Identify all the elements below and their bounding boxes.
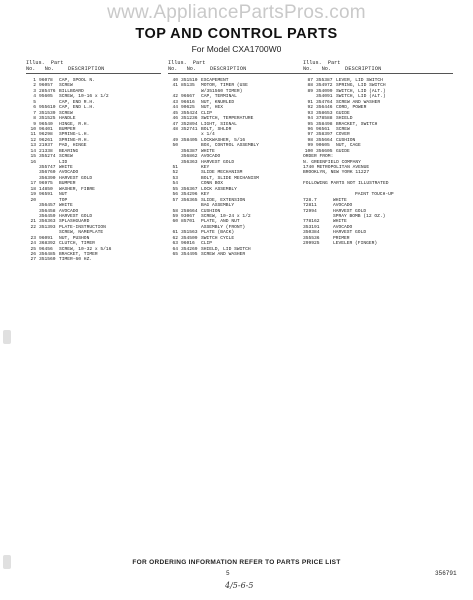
part-number: 356446 [316,105,333,111]
part-description: WHITE [333,197,347,203]
part-number: 356387 [181,148,198,154]
part-description: BAG ASSEMBLY [201,203,235,209]
part-description: BEARING [59,148,79,154]
illus-number: 5 [33,99,36,105]
part-number: 358405 [181,137,198,143]
header-no: No. No. [26,66,55,72]
part-number: 355747 [39,165,56,170]
part-description: GUIDE [336,110,350,116]
part-description: PLATE (BACK) [201,230,235,236]
column-header [168,60,304,78]
illus-number: 3 [33,88,36,94]
part-number: 354091 [316,94,333,100]
part-number: 96091 [39,235,53,241]
part-description: HARVEST GOLD [201,159,235,165]
part-description: CORD, POWER [336,105,367,111]
part-description: WHITE [333,219,347,225]
part-description: CAP, END L.H. [59,105,95,111]
part-description: TIMER-60 HZ. [59,257,93,263]
header-rule [168,73,304,74]
part-description: CAP, SPOOL N. [59,78,95,83]
illus-number: 93 [307,110,313,116]
part-number: 90605 [316,143,330,149]
illus-number: 89 [307,88,313,94]
part-number: 96401 [39,126,53,132]
illus-number: 94 [307,116,313,122]
illus-number: 45 [172,110,178,116]
illus-number: 44 [172,105,178,111]
document-number: 356791 [435,570,457,577]
illus-number: 59 [172,213,178,219]
part-description: HARVEST GOLD [59,175,93,181]
part-number: 21937 [39,143,53,149]
illus-number: 88 [307,83,313,89]
part-number: 356458 [39,208,56,214]
part-description: SPRING, LID SWITCH [336,83,386,89]
part-description: SCREW [336,126,350,132]
parts-column-2 [168,60,304,257]
illus-number: 10 [30,126,36,132]
parts-column-1 [26,60,161,263]
part-number: 728.7 [303,197,317,203]
part-description: CAP, END R.H. [59,99,95,105]
part-number: 96261 [39,137,53,143]
illus-number: 20 [30,197,36,203]
illus-number: 2 [33,83,36,89]
header-no: No. No. [303,66,332,72]
part-number: 355664 [316,137,333,143]
illus-number: 1 [33,78,36,83]
part-description: AVOCADO [333,224,353,230]
part-description: SPRING-R.H. [59,137,90,143]
illus-number: 42 [172,94,178,100]
part-number: 96667 [181,94,195,100]
part-description: LOCKWASHER, 5/16 [201,137,246,143]
header-illus: Illus. Part [303,60,341,66]
part-description: SPLASHGUARD [59,219,90,225]
illus-number: 98 [307,137,313,143]
binder-hole-mark [3,330,11,344]
part-description: LOCK ASSEMBLY [201,186,237,192]
illus-number: 47 [172,121,178,127]
illus-number: 51 [172,165,178,170]
part-number: 356367 [181,186,198,192]
part-description: NUT, PUSHON [59,235,90,241]
illus-number: 63 [172,241,178,247]
page-title: TOP AND CONTROL PARTS [135,26,338,42]
part-number: 285476 [39,88,56,94]
part-number: 96616 [181,99,195,105]
part-number: 356760 [39,170,56,176]
part-description: HARVEST GOLD [333,230,367,236]
part-number: 72994 [303,208,317,214]
part-row [303,241,453,246]
illus-number: 100 [304,148,313,154]
order-info-line: ORDER FROM: [303,154,334,160]
part-number: 85135 [181,83,195,89]
part-description: LEVER, LID SWITCH [336,78,383,83]
header-illus: Illus. Part [168,60,206,66]
illus-number: 43 [172,99,178,105]
part-description: HANDLE [59,116,76,122]
illus-number: 41 [172,83,178,89]
part-description: PRIMER [333,235,350,241]
illus-number: 95 [307,121,313,127]
parts-list [168,78,304,257]
column-header [303,60,453,78]
part-description: BRACKET, TIMER [59,252,98,257]
part-description: BILLBOARD [59,88,84,94]
part-number: 21338 [39,148,53,154]
part-description: SCREW [59,154,73,160]
illus-number: 64 [172,246,178,252]
part-description: KEY [201,192,210,198]
illus-number: 25 [30,246,36,252]
part-description: NUT, CAGE [336,143,361,149]
part-number: 96975 [39,181,53,187]
header-description: DESCRIPTION [210,66,247,72]
order-info-line: 1740 METROPOLITAN AVENUE [303,165,370,170]
part-number: 96057 [39,83,53,89]
part-number: 96078 [39,78,53,83]
illus-number: 55 [172,186,178,192]
part-number: 96540 [39,121,53,127]
handwritten-note: 4/5-6-5 [225,581,254,590]
ordering-footer: FOR ORDERING INFORMATION REFER TO PARTS PRICE LIST [132,559,341,566]
part-number: 352741 [181,126,198,132]
illus-number: 87 [307,78,313,83]
illus-number: 52 [172,170,178,176]
part-description: BRACKET, SWITCH [336,121,378,127]
part-description: CLUTCH, TIMER [59,241,95,247]
part-description: GUIDE [336,148,350,154]
illus-number: 58 [172,208,178,214]
part-description: LIGHT, SIGNAL [201,121,237,127]
part-number: 355424 [181,110,198,116]
part-number: 258664 [181,208,198,214]
illus-number: 92 [307,105,313,111]
part-number: 96591 [39,192,53,198]
part-number: 356457 [39,203,56,209]
header-no: No. No. [168,66,197,72]
illus-number: 50 [172,143,178,149]
part-description: W/351560 TIMER) [201,88,243,94]
part-number: 90625 [181,105,195,111]
order-info-line: PAINT TOUCH-UP [355,192,394,198]
part-description: SLIDE MECHANISM [201,170,243,176]
part-number: 356363 [181,159,198,165]
part-number: 356363 [39,219,56,225]
part-description: NUT, HEX [201,105,224,111]
part-number: 355387 [316,78,333,83]
part-number: 352894 [181,121,198,127]
part-description: SCREW, 10-32 x 5/16 [59,246,112,252]
parts-list [26,78,161,263]
part-description: SPRAY BOMB (12 OZ.) [333,213,386,219]
part-description: AVOCADO [59,170,79,176]
part-description: MOTOR, TIMER (USE [201,83,248,89]
part-description: COVER [336,132,350,138]
illus-number: 53 [172,175,178,181]
illus-number: 65 [172,252,178,257]
order-info-line: FOLLOWING PARTS NOT ILLUSTRATED [303,181,389,187]
part-description: WHITE [201,148,215,154]
part-description: SWITCH, LID (ALT.) [336,94,386,100]
part-number: 356605 [316,148,333,154]
illus-number: 6 [33,105,36,111]
part-description: WHITE [59,203,73,209]
part-number: 355274 [39,154,56,160]
part-description: SPRING-L.H. [59,132,90,138]
part-description: SCREW, 10-24 x 1/2 [201,213,251,219]
part-description: ESCAPEMENT [201,78,229,83]
illus-number: 49 [172,137,178,143]
part-number: 354972 [316,83,333,89]
part-description: PLATE, AND NUT [201,219,240,225]
illus-number: 62 [172,235,178,241]
part-description: NUT, KNURLED [201,99,235,105]
part-row [303,149,453,154]
part-description: BOX, CONTROL ASSEMBLY [201,143,259,149]
header-rule [303,73,453,74]
part-description: SCREW AND WASHER [201,252,246,257]
part-description: SLIDE, EXTENSION [201,197,246,203]
illus-number: 23 [30,235,36,241]
part-description: BUMPER [59,126,76,132]
part-number: 351560 [39,257,56,263]
part-description: LEVELER (FINGER) [333,241,378,247]
part-description: CONN BOX [201,181,224,187]
parts-list [303,78,453,154]
part-description: ASSEMBLY (FRONT) [201,224,246,230]
part-row [26,257,161,262]
part-number: 351525 [39,116,56,122]
part-number: 93067 [181,213,195,219]
header-description: DESCRIPTION [345,66,382,72]
header-illus: Illus. Part [26,60,64,66]
part-description: SHIELD [336,116,353,122]
part-description: HARVEST GOLD [333,208,367,214]
part-number: 358397 [316,132,333,138]
part-number: 354764 [316,99,333,105]
illus-number: 22 [30,224,36,230]
part-description: LID [59,159,68,165]
illus-number: 48 [172,126,178,132]
column-header [26,60,161,78]
part-description: BOLT, SHLDR [201,126,232,132]
illus-number: 12 [30,137,36,143]
illus-number: 16 [30,159,36,165]
part-description: AVOCADO [333,203,353,209]
part-description: CUSHION [336,137,356,143]
part-number: 356459 [39,213,56,219]
model-subtitle: For Model CXA1700W0 [191,44,282,54]
part-description: CLIP [201,110,213,116]
part-number: 356862 [181,154,198,160]
illus-number: 9 [33,121,36,127]
illus-number: 91 [307,99,313,105]
order-info-line: N. GREENFIELD COMPANY [303,159,361,165]
part-description: SCREW [59,110,73,116]
illus-number: 97 [307,132,313,138]
part-number: 778162 [303,219,320,225]
part-description: SCREW [59,83,73,89]
illus-number: 15 [30,154,36,160]
part-number: 351563 [181,230,198,236]
part-number: 351236 [181,116,198,122]
order-info [303,154,453,198]
part-description: SHIELD, LID SWITCH [201,246,251,252]
part-number: 358498 [316,121,333,127]
part-number: 96298 [39,132,53,138]
header-description: DESCRIPTION [68,66,105,72]
illus-number: 14 [30,148,36,154]
part-number: 378588 [316,116,333,122]
part-description: PLATE-INSTRUCTION [59,224,106,230]
part-number: 358653 [316,110,333,116]
part-description: SCREW, NAMEPLATE [59,230,104,236]
illus-number: 24 [30,241,36,247]
part-description: CUSHION [201,208,221,214]
part-description: WASHER, FIBRE [59,186,95,192]
part-number: 356390 [39,175,56,181]
part-number: 96561 [316,126,330,132]
illus-number: 4 [33,94,36,100]
illus-number: 57 [172,197,178,203]
part-description: CLIP [201,241,213,247]
part-description: AVOCADO [59,208,79,214]
part-number: 354495 [181,252,198,257]
part-number: 96016 [181,241,195,247]
illus-number: 18 [30,186,36,192]
part-number: 351510 [181,78,198,83]
illus-number: 99 [307,143,313,149]
illus-number: 60 [172,219,178,225]
part-number: 356485 [39,252,56,257]
part-description: KEY [201,165,210,170]
part-description: WHITE [59,165,73,170]
watermark: www.AppliancePartsPros.com [107,2,366,23]
part-number: 72811 [303,203,317,209]
parts-column-3 [303,60,453,247]
part-description: SWITCH, LID (ALT.) [336,88,386,94]
illus-number: 17 [30,181,36,187]
part-number: 351393 [39,224,56,230]
order-info-line: BROOKLYN, NEW YORK 11227 [303,170,370,176]
part-number: 355536 [303,235,320,241]
part-description: HINGE, R.H. [59,121,90,127]
part-number: 14850 [39,186,53,192]
illus-number: 27 [30,257,36,263]
part-number: 354269 [181,246,198,252]
part-description: SWITCH, TEMPERATURE [201,116,254,122]
part-row [168,252,304,257]
part-number: 350384 [303,230,320,236]
part-number: 351539 [39,110,56,116]
part-number: 95605 [39,94,53,100]
part-description: x 1/4 [201,132,215,138]
part-description: SWITCH CYCLE [201,235,235,241]
illus-number: 54 [172,181,178,187]
part-number: 299925 [303,241,320,247]
illus-number: 61 [172,230,178,236]
part-number: 955610 [39,105,56,111]
part-description: BUMPER [59,181,76,187]
illus-number: 13 [30,143,36,149]
part-description: NUT [59,192,68,198]
part-description: HARVEST GOLD [59,213,93,219]
illus-number: 40 [172,78,178,83]
part-description: SCREW AND WASHER [336,99,381,105]
part-description: TOP [59,197,68,203]
illus-number: 21 [30,219,36,225]
part-description: AVOCADO [201,154,221,160]
part-description: PAD, HINGE [59,143,87,149]
part-number: 368392 [39,241,56,247]
illus-number: 96 [307,126,313,132]
part-number: 354509 [181,235,198,241]
header-rule [26,73,161,74]
part-description: BOLT, SLIDE MECHANISM [201,175,259,181]
illus-number: 7 [33,110,36,116]
page-number: 5 [226,570,230,577]
part-number: 96456 [39,246,53,252]
part-description: SCREW, 10-16 x 1/2 [59,94,109,100]
illus-number: 8 [33,116,36,122]
part-number: 354296 [181,192,198,198]
illus-number: 19 [30,192,36,198]
illus-number: 46 [172,116,178,122]
part-number: 85701 [181,219,195,225]
illus-number: 11 [30,132,36,138]
illus-number: 56 [172,192,178,198]
illus-number: 26 [30,252,36,257]
part-description: CAP, TERMINAL [201,94,237,100]
part-number: 356365 [181,197,198,203]
part-number: 354099 [316,88,333,94]
part-number: 353191 [303,224,320,230]
paint-list [303,198,453,247]
